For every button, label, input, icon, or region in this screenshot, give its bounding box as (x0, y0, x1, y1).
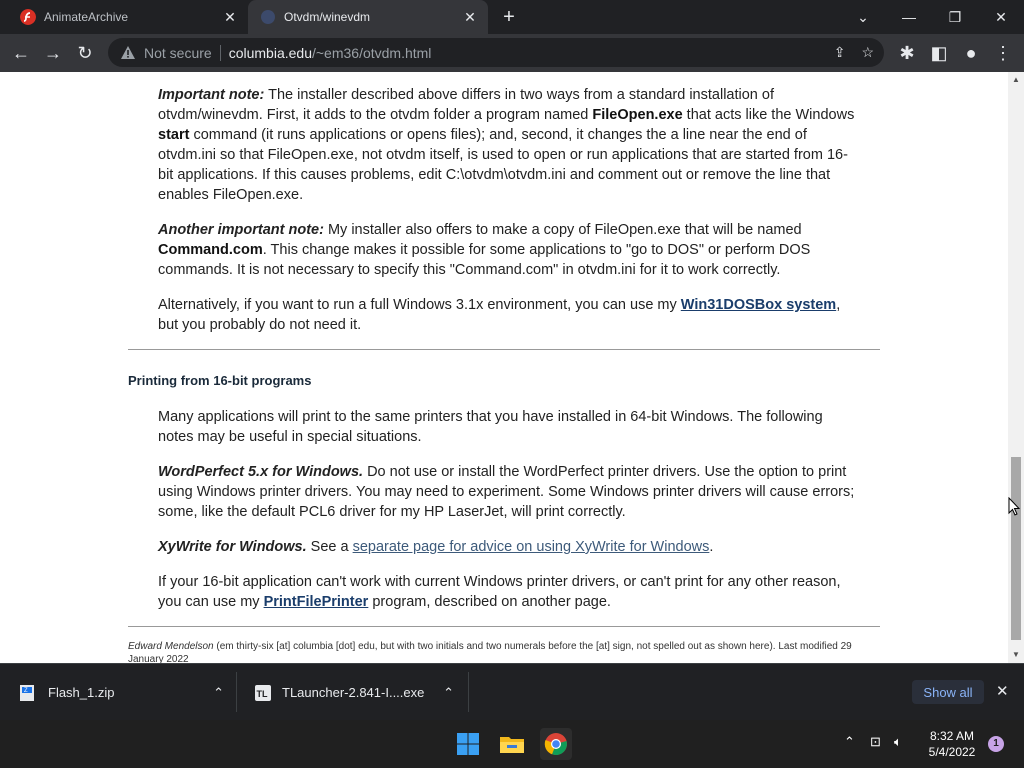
minimize-button[interactable]: — (902, 9, 916, 25)
flash-icon (20, 9, 36, 25)
chevron-up-icon[interactable]: ⌃ (844, 734, 855, 749)
paragraph-text: Do not use or install the WordPerfect printer drivers. Use the option to print using Windows printer drivers. You may need to experiment. Some Windows printer drivers will cause errors; some, like the default PCL6 driver for my HP LaserJet, will print correctly. (158, 464, 855, 520)
volume-icon[interactable]: 🔈︎ (894, 734, 902, 749)
xywrite-advice-link[interactable]: separate page for advice on using XyWrite for Windows (352, 539, 710, 555)
paragraph-text: Many applications will print to the same printers that you have installed in 64-bit Windows. The following notes may be useful in special situations. (158, 409, 823, 445)
menu-icon[interactable]: ⋮ (994, 42, 1012, 63)
close-tab-icon[interactable]: ✕ (464, 8, 476, 25)
note-label: Important note: (158, 87, 265, 103)
globe-icon (260, 9, 276, 25)
taskbar (0, 720, 1024, 768)
share-icon[interactable]: ⇪ (833, 44, 846, 60)
time: 8:32 AM (929, 729, 975, 743)
footer-text: (em thirty-six [at] columbia [dot] edu, but with two initials and two numerals before the [at] sign, not spelled out as shown here). Last modified 29 January 2022 (128, 641, 852, 663)
scroll-up-icon[interactable]: ▲ (1012, 75, 1020, 84)
notification-badge[interactable]: 1 (988, 736, 1004, 752)
file-explorer-icon[interactable] (496, 728, 528, 760)
url-path: /~em36/otvdm.html (311, 44, 432, 61)
close-tab-icon[interactable]: ✕ (224, 8, 236, 25)
paragraph-text: that acts like the Windows (682, 107, 855, 123)
side-panel-icon[interactable]: ◧ (930, 42, 948, 63)
tab-title: AnimateArchive (44, 10, 129, 24)
date: 5/4/2022 (928, 745, 976, 759)
security-label: Not secure (144, 44, 212, 61)
author-name: Edward Mendelson (128, 641, 214, 652)
paragraph-text: . This change makes it possible for some applications to "go to DOS" or perform DOS commands. It is not necessary to specify this "Command.com" in otvdm.ini for it to work correctly. (158, 242, 811, 278)
browser-chrome (0, 0, 1024, 72)
section-heading: Printing from 16-bit programs (128, 373, 312, 388)
printfileprinter-link[interactable]: PrintFilePrinter (263, 594, 369, 610)
download-item[interactable] (18, 664, 224, 721)
reload-icon[interactable]: ↻ (77, 42, 93, 63)
back-icon[interactable]: ← (12, 42, 30, 63)
mouse-pointer-icon (1008, 497, 1020, 517)
warning-icon (120, 45, 136, 61)
paragraph-text: program, described on another page. (368, 594, 611, 610)
svg-text:TL: TL (256, 688, 268, 699)
divider (468, 672, 469, 712)
bold-text: Command.com (158, 242, 263, 258)
alternative-paragraph (158, 295, 858, 335)
paragraph-text: See a (306, 539, 353, 555)
close-downloads-icon[interactable]: ✕ (996, 683, 1009, 700)
zip-file-icon (18, 684, 36, 702)
forward-icon[interactable]: → (44, 42, 62, 63)
address-bar[interactable] (108, 38, 884, 67)
tab-search-icon[interactable]: ⌄ (857, 8, 869, 25)
scroll-down-icon[interactable]: ▼ (1012, 650, 1020, 659)
divider (128, 349, 880, 350)
bold-text: FileOpen.exe (592, 107, 683, 123)
web-page (0, 72, 1008, 663)
paragraph-text: My installer also offers to make a copy of FileOpen.exe that will be named (323, 222, 802, 238)
new-tab-button[interactable]: + (503, 6, 515, 28)
restore-button[interactable]: ❐ (948, 8, 962, 25)
paragraph-text: command (it runs applications or opens files); and, second, it changes the a line near the end of otvdm.ini so that FileOpen.exe, not otvdm itself, is used to open or run applications that are started from 16-bit applications. If this causes problems, edit C:\otvdm\otvdm.ini and comment out or remove the line that enables FileOpen.exe. (158, 127, 848, 203)
win31dosbox-link[interactable]: Win31DOSBox system (680, 297, 837, 313)
important-note-paragraph (158, 85, 858, 205)
bold-text: start (158, 127, 190, 143)
tab-otvdm[interactable] (248, 0, 488, 34)
chrome-icon[interactable] (540, 728, 572, 760)
divider (128, 626, 880, 627)
chevron-up-icon[interactable]: ⌃ (443, 684, 454, 700)
divider (236, 672, 237, 712)
download-filename: TLauncher-2.841-I....exe (282, 685, 425, 700)
svg-text:Z: Z (24, 687, 28, 694)
download-filename: Flash_1.zip (48, 685, 115, 700)
note-label: WordPerfect 5.x for Windows. (158, 464, 364, 480)
tab-strip (0, 0, 1024, 34)
printfileprinter-paragraph (158, 572, 858, 612)
printing-intro-paragraph (158, 407, 858, 447)
url-host: columbia.edu (228, 44, 312, 61)
download-item[interactable] (254, 664, 454, 721)
vertical-scrollbar[interactable] (1008, 72, 1024, 663)
paragraph-text: If your 16-bit application can't work with current Windows printer drivers, or can't print for any other reason, you can use my (158, 574, 841, 610)
tab-animatearchive[interactable] (8, 0, 248, 34)
paragraph-text: . (709, 539, 714, 555)
note-label: Another important note: (158, 222, 324, 238)
another-note-paragraph (158, 220, 858, 280)
xywrite-paragraph (158, 537, 858, 557)
page-footer (128, 640, 888, 663)
paragraph-text: Alternatively, if you want to run a full Windows 3.1x environment, you can use my (158, 297, 681, 313)
close-window-button[interactable]: ✕ (995, 8, 1007, 25)
paragraph-text: , but you probably do not need it. (158, 297, 841, 333)
chevron-up-icon[interactable]: ⌃ (213, 684, 224, 700)
toolbar (0, 34, 1024, 72)
show-all-button[interactable]: Show all (912, 680, 984, 704)
downloads-bar (0, 663, 1024, 720)
extensions-icon[interactable]: ✱ (899, 42, 915, 63)
paragraph-text: The installer described above differs in two ways from a standard installation of otvdm/winevdm. First, it adds to the otvdm folder a program named (158, 87, 774, 123)
profile-icon[interactable]: ● (965, 42, 977, 63)
network-icon[interactable]: ⊡ (870, 734, 881, 749)
bookmark-star-icon[interactable]: ☆ (861, 44, 874, 60)
note-label: XyWrite for Windows. (158, 539, 307, 555)
wordperfect-paragraph (158, 462, 858, 522)
tab-title: Otvdm/winevdm (284, 10, 371, 24)
tlauncher-icon (254, 684, 272, 702)
scrollbar-thumb[interactable] (1011, 457, 1021, 640)
divider (220, 45, 221, 61)
windows-start-icon[interactable] (452, 728, 484, 760)
clock[interactable] (922, 728, 982, 760)
